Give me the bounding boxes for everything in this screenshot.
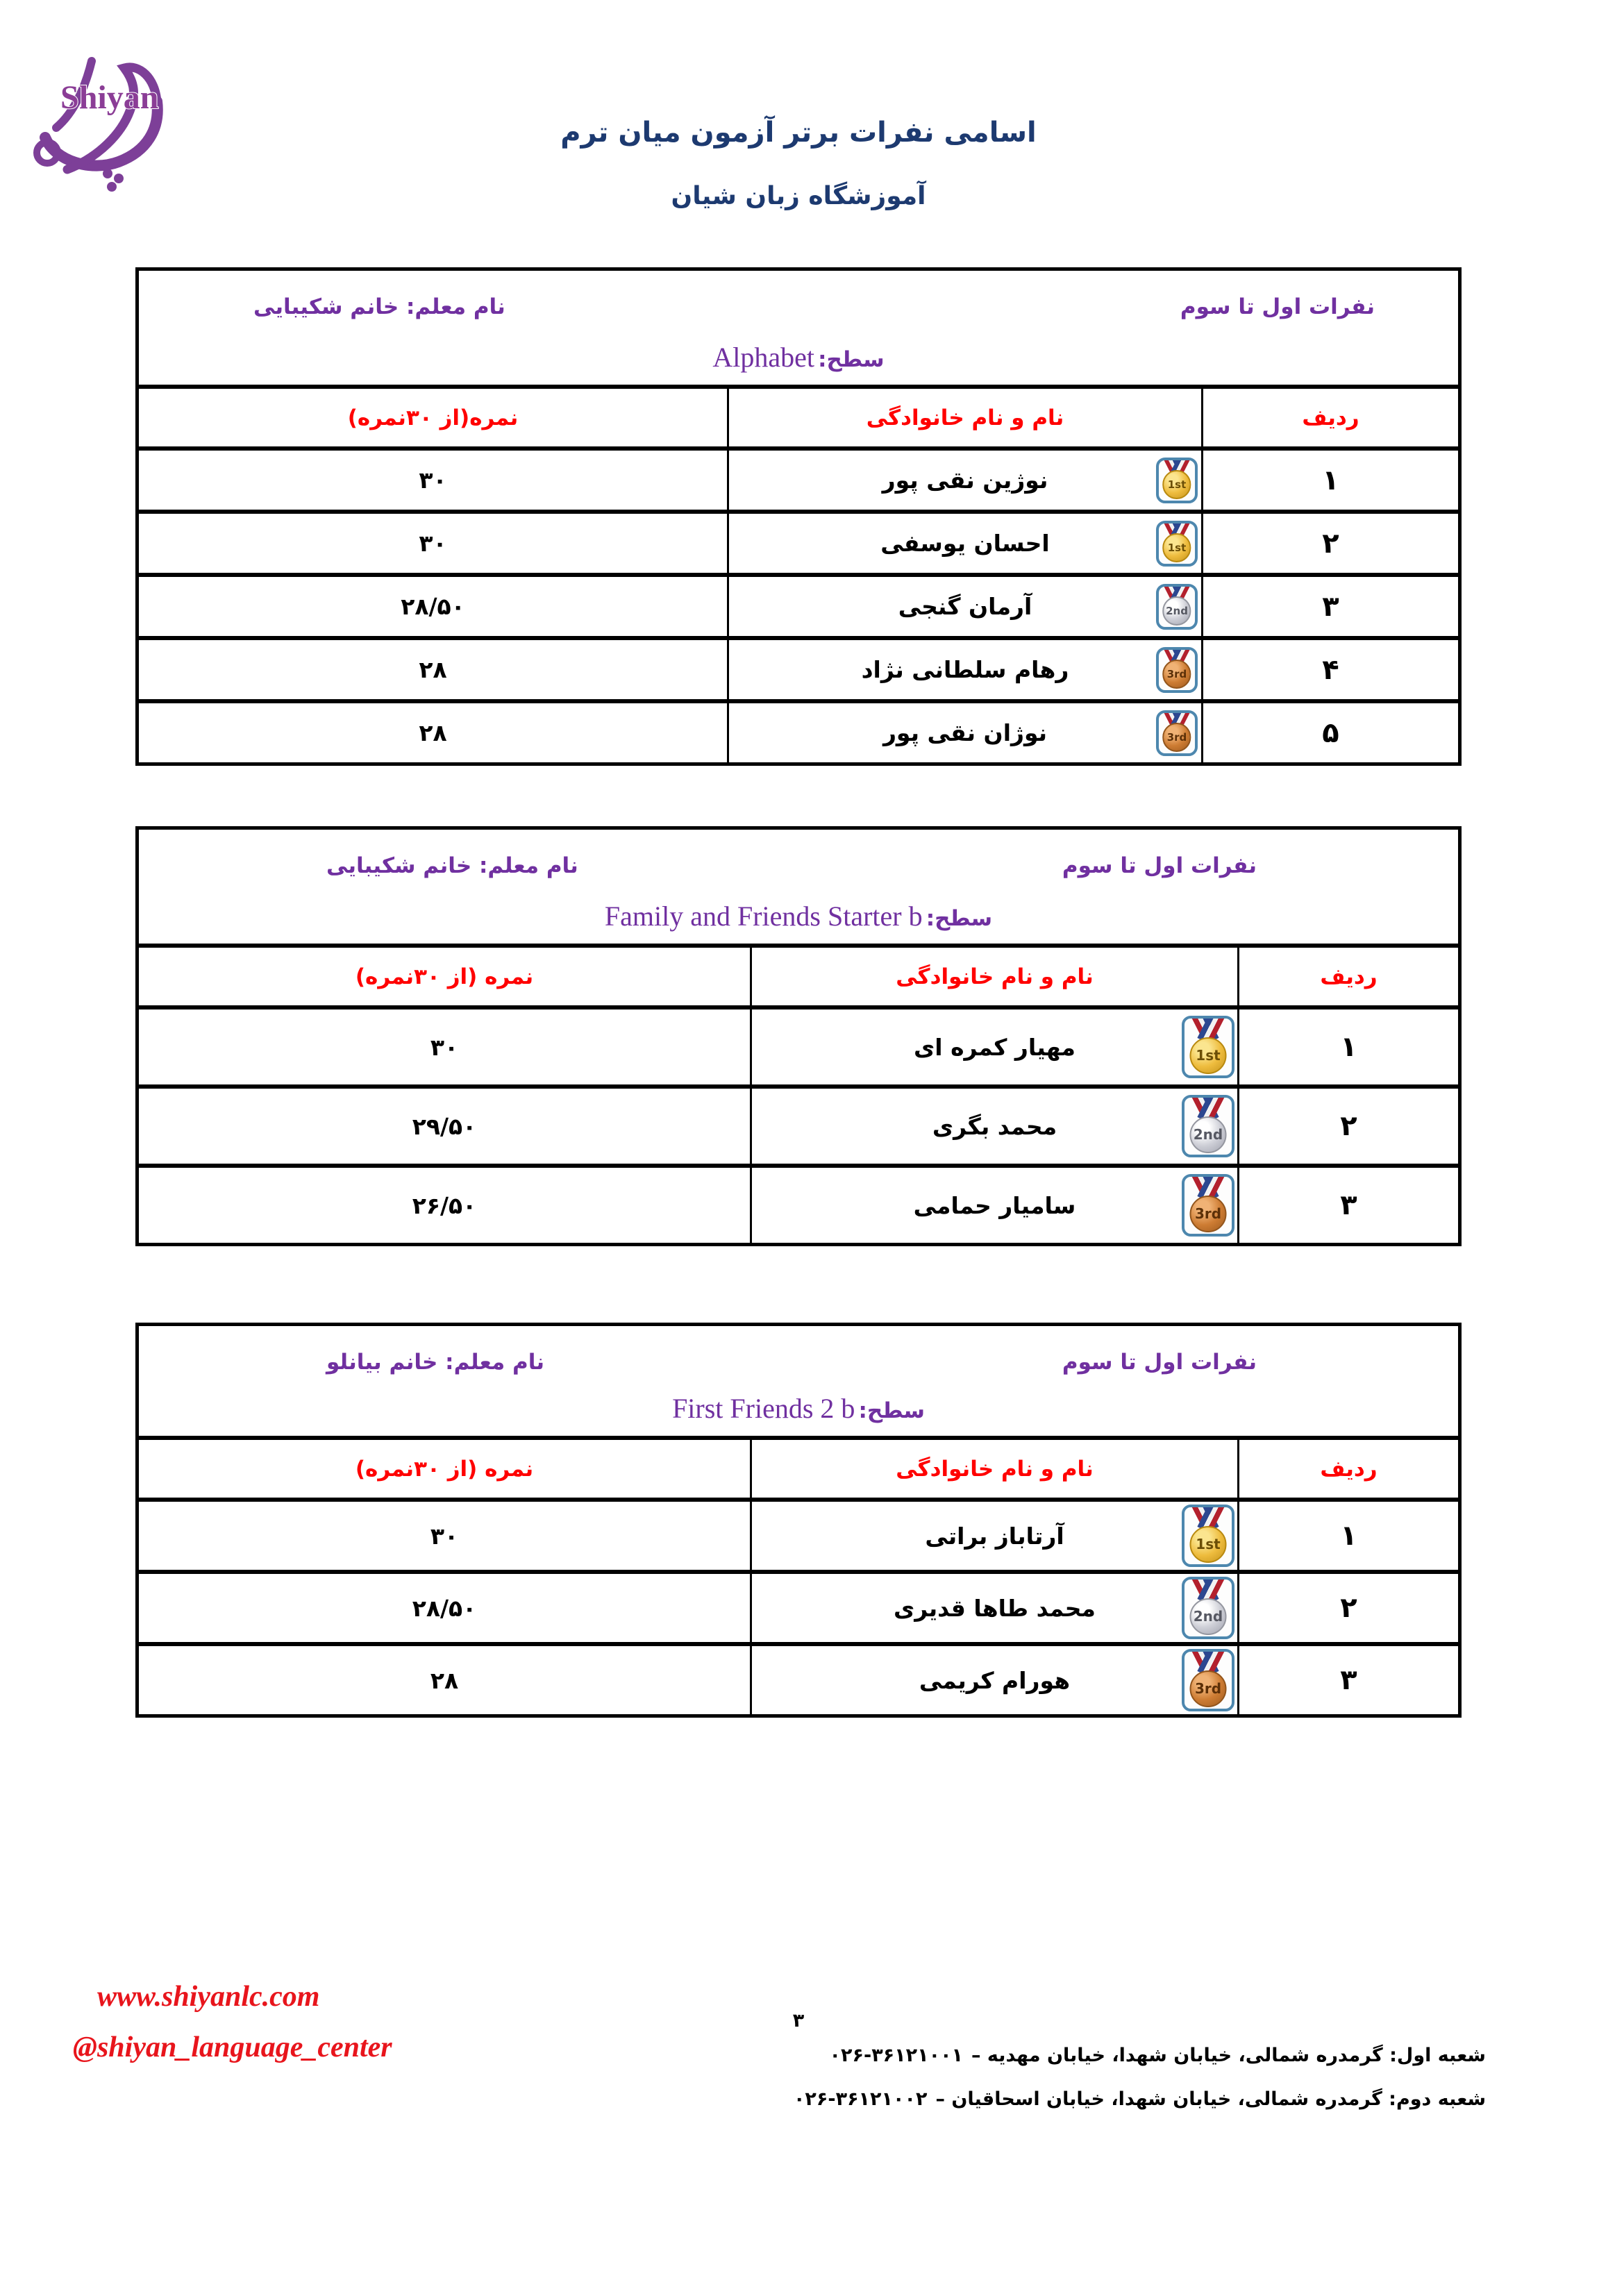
- page-title: اسامی نفرات برتر آزمون میان ترم: [560, 117, 1037, 149]
- column-header-name: نام و نام خانوادگی: [750, 1440, 1239, 1498]
- student-name: مهیار کمره ای: [914, 1033, 1075, 1061]
- medal-icon: [1182, 1016, 1234, 1078]
- results-table-family-friends: [135, 826, 1462, 1246]
- medal-rank-label: 1st: [1162, 470, 1191, 498]
- table-header-band: [139, 271, 1458, 385]
- column-header-name: نام و نام خانوادگی: [727, 389, 1203, 446]
- table-row: [139, 1498, 1458, 1570]
- name-cell: [750, 1168, 1239, 1243]
- medal-rank-label: 3rd: [1162, 660, 1191, 688]
- group-title: نفرات اول تا سوم: [1062, 853, 1257, 878]
- table-row: [139, 699, 1458, 762]
- column-header-score: نمره(از ۳۰نمره): [347, 405, 519, 430]
- teacher-name: نام معلم: خانم شکیبایی: [253, 294, 505, 319]
- medal-icon: [1156, 584, 1198, 630]
- score-value: ۲۹/۵۰: [412, 1112, 477, 1140]
- student-name: آرمان گنجی: [898, 593, 1032, 620]
- student-name: محمد بگری: [932, 1112, 1057, 1140]
- score-value: ۲۸: [419, 656, 447, 683]
- column-header-row: [139, 944, 1458, 1005]
- rank-value: ۳: [1340, 1189, 1357, 1221]
- table-row: [139, 1005, 1458, 1084]
- medal-rank-label: 1st: [1190, 1037, 1227, 1074]
- table-row: [139, 510, 1458, 573]
- student-name: نوژان نقی پور: [882, 719, 1048, 746]
- table-row: [139, 446, 1458, 510]
- teacher-name: نام معلم: خانم بیانلو: [326, 1350, 545, 1375]
- name-cell: [727, 640, 1203, 699]
- branch-address-text: شعبه اول: گرمدره شمالی، خیابان شهدا، خیابان مهدیه –: [971, 2045, 1486, 2066]
- name-cell: [727, 514, 1203, 573]
- level-line: [139, 1392, 1458, 1425]
- branch-phone: ۰۲۶-۳۶۱۲۱۰۰۲: [793, 2088, 928, 2110]
- level-label: سطح:: [818, 347, 885, 372]
- name-cell: [727, 703, 1203, 762]
- rank-value: ۳: [1322, 590, 1339, 623]
- medal-icon: [1182, 1505, 1234, 1567]
- level-label: سطح:: [858, 1398, 925, 1423]
- student-name: رهام سلطانی نژاد: [861, 656, 1069, 683]
- medal-rank-label: 1st: [1162, 533, 1191, 562]
- student-name: نوژین نقی پور: [882, 467, 1048, 494]
- table-row: [139, 1642, 1458, 1714]
- score-value: ۲۶/۵۰: [412, 1191, 477, 1219]
- score-value: ۲۸: [430, 1666, 459, 1694]
- medal-icon: [1182, 1577, 1234, 1639]
- level-name: Alphabet: [712, 342, 815, 373]
- branch-address-2: [794, 2088, 1486, 2110]
- name-cell: [727, 577, 1203, 636]
- name-cell: [750, 1009, 1239, 1084]
- rank-value: ۱: [1340, 1031, 1357, 1063]
- rank-value: ۲: [1322, 527, 1339, 560]
- rank-value: ۱: [1322, 464, 1339, 496]
- column-header-row: [139, 385, 1458, 446]
- name-cell: [750, 1646, 1239, 1714]
- rank-value: ۲: [1340, 1110, 1357, 1142]
- table-row: [139, 1164, 1458, 1243]
- rank-value: ۳: [1340, 1664, 1357, 1696]
- branch-addresses: [794, 2045, 1486, 2110]
- column-header-score: نمره (از ۳۰نمره): [355, 964, 534, 989]
- medal-icon: [1156, 710, 1198, 756]
- medal-rank-label: 1st: [1190, 1526, 1227, 1563]
- medal-rank-label: 3rd: [1190, 1196, 1227, 1232]
- results-table-first-friends: [135, 1323, 1462, 1718]
- level-line: [139, 900, 1458, 932]
- column-header-row: [139, 1436, 1458, 1498]
- medal-icon: [1182, 1649, 1234, 1711]
- medal-icon: [1156, 458, 1198, 503]
- name-cell: [750, 1089, 1239, 1164]
- branch-address-text: شعبه دوم: گرمدره شمالی، خیابان شهدا، خیابان اسحاقیان –: [935, 2088, 1486, 2110]
- score-value: ۳۰: [430, 1522, 459, 1550]
- page-number: ۳: [792, 2010, 805, 2031]
- medal-rank-label: 2nd: [1162, 596, 1191, 625]
- name-cell: [750, 1574, 1239, 1642]
- score-value: ۳۰: [430, 1033, 459, 1061]
- medal-icon: [1182, 1174, 1234, 1237]
- score-value: ۲۸: [419, 719, 447, 746]
- level-name: First Friends 2 b: [672, 1393, 855, 1424]
- teacher-name: نام معلم: خانم شکیبایی: [326, 853, 578, 878]
- instagram-handle: @shiyan_language_center: [73, 2031, 392, 2063]
- medal-icon: [1182, 1095, 1234, 1157]
- table-row: [139, 1084, 1458, 1164]
- rank-value: ۴: [1322, 653, 1339, 686]
- group-title: نفرات اول تا سوم: [1062, 1350, 1257, 1375]
- branch-phone: ۰۲۶-۳۶۱۲۱۰۰۱: [829, 2045, 964, 2066]
- level-name: Family and Friends Starter b: [604, 900, 923, 932]
- column-header-rank: ردیف: [1302, 405, 1359, 430]
- student-name: محمد طاها قدیری: [894, 1594, 1096, 1622]
- score-value: ۲۸/۵۰: [401, 593, 465, 620]
- logo-wordmark: Shiyan: [60, 79, 159, 116]
- medal-rank-label: 3rd: [1190, 1670, 1227, 1707]
- page-subtitle: آموزشگاه زبان شیان: [671, 182, 926, 210]
- name-cell: [727, 451, 1203, 510]
- column-header-score: نمره (از ۳۰نمره): [355, 1456, 534, 1482]
- website-url: www.shiyanlc.com: [97, 1981, 320, 2013]
- table-header-band: [139, 1326, 1458, 1436]
- column-header-rank: ردیف: [1320, 1456, 1378, 1482]
- rank-value: ۱: [1340, 1520, 1357, 1552]
- student-name: احسان یوسفی: [880, 530, 1050, 557]
- medal-icon: [1156, 647, 1198, 693]
- student-name: سامیار حمامی: [913, 1191, 1076, 1219]
- medal-rank-label: 3rd: [1162, 723, 1191, 751]
- score-value: ۲۸/۵۰: [412, 1594, 477, 1622]
- rank-value: ۵: [1322, 717, 1339, 749]
- student-name: هورام کریمی: [919, 1666, 1071, 1694]
- rank-value: ۲: [1340, 1592, 1357, 1624]
- medal-rank-label: 2nd: [1190, 1598, 1227, 1635]
- student-name: آرتاباز براتی: [925, 1522, 1064, 1550]
- table-header-band: [139, 830, 1458, 944]
- level-line: [139, 341, 1458, 374]
- table-row: [139, 1570, 1458, 1642]
- group-title: نفرات اول تا سوم: [1180, 294, 1375, 319]
- branch-address-1: [830, 2045, 1486, 2066]
- score-value: ۳۰: [419, 530, 447, 557]
- table-row: [139, 636, 1458, 699]
- level-label: سطح:: [926, 906, 993, 931]
- results-table-alphabet: [135, 267, 1462, 766]
- table-row: [139, 573, 1458, 636]
- name-cell: [750, 1502, 1239, 1570]
- score-value: ۳۰: [419, 467, 447, 494]
- medal-icon: [1156, 521, 1198, 567]
- column-header-rank: ردیف: [1320, 964, 1378, 989]
- column-header-name: نام و نام خانوادگی: [750, 948, 1239, 1005]
- medal-rank-label: 2nd: [1190, 1116, 1227, 1153]
